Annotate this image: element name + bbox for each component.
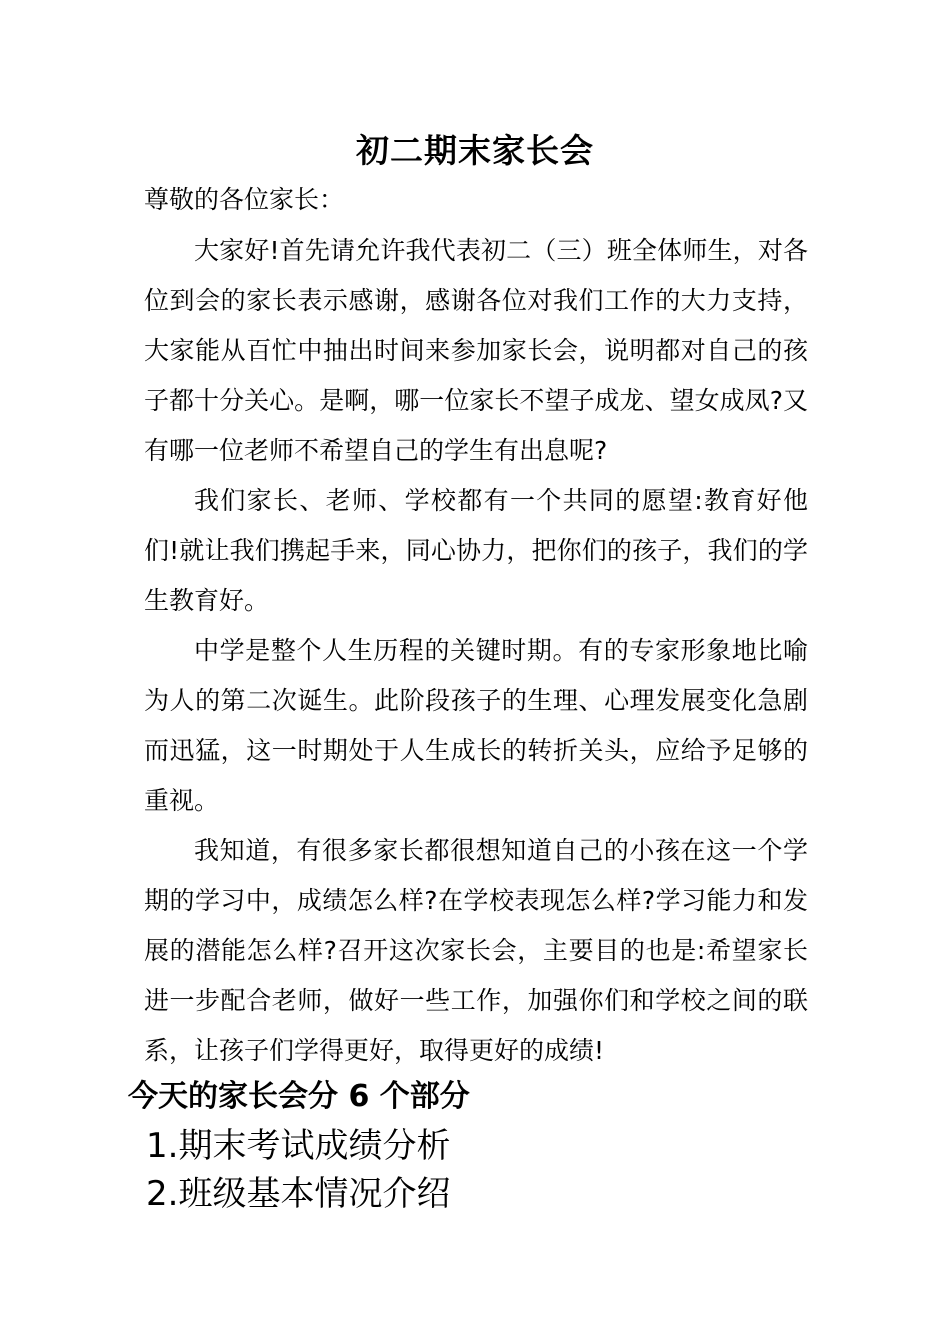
body-paragraph: 我们家长、老师、学校都有一个共同的愿望:教育好他们!就让我们携起手来，同心协力，把你们的孩子，我们的学生教育好。 <box>144 486 808 615</box>
agenda-item: 2.班级基本情况介绍 <box>146 1174 451 1214</box>
letter-body <box>144 226 808 1076</box>
agenda-heading: 今天的家长会分 6 个部分 <box>128 1079 470 1114</box>
body-paragraph: 大家好!首先请允许我代表初二（三）班全体师生，对各位到会的家长表示感谢，感谢各位对我们工作的大力支持，大家能从百忙中抽出时间来参加家长会，说明都对自己的孩子都十分关心。是啊，哪一位家长不望子成龙、望女成凤?又有哪一位老师不希望自己的学生有出息呢? <box>144 236 808 465</box>
salutation: 尊敬的各位家长： <box>144 185 345 214</box>
agenda-item: 1.期末考试成绩分析 <box>146 1126 451 1166</box>
body-paragraph: 我知道，有很多家长都很想知道自己的小孩在这一个学期的学习中，成绩怎么样?在学校表现怎么样?学习能力和发展的潜能怎么样?召开这次家长会，主要目的也是:希望家长进一步配合老师，做好一些工作，加强你们和学校之间的联系，让孩子们学得更好，取得更好的成绩! <box>144 836 808 1065</box>
document-title: 初二期末家长会 <box>356 131 594 170</box>
body-paragraph: 中学是整个人生历程的关键时期。有的专家形象地比喻为人的第二次诞生。此阶段孩子的生理、心理发展变化急剧而迅猛，这一时期处于人生成长的转折关头，应给予足够的重视。 <box>144 636 808 815</box>
agenda-list <box>146 1122 450 1218</box>
